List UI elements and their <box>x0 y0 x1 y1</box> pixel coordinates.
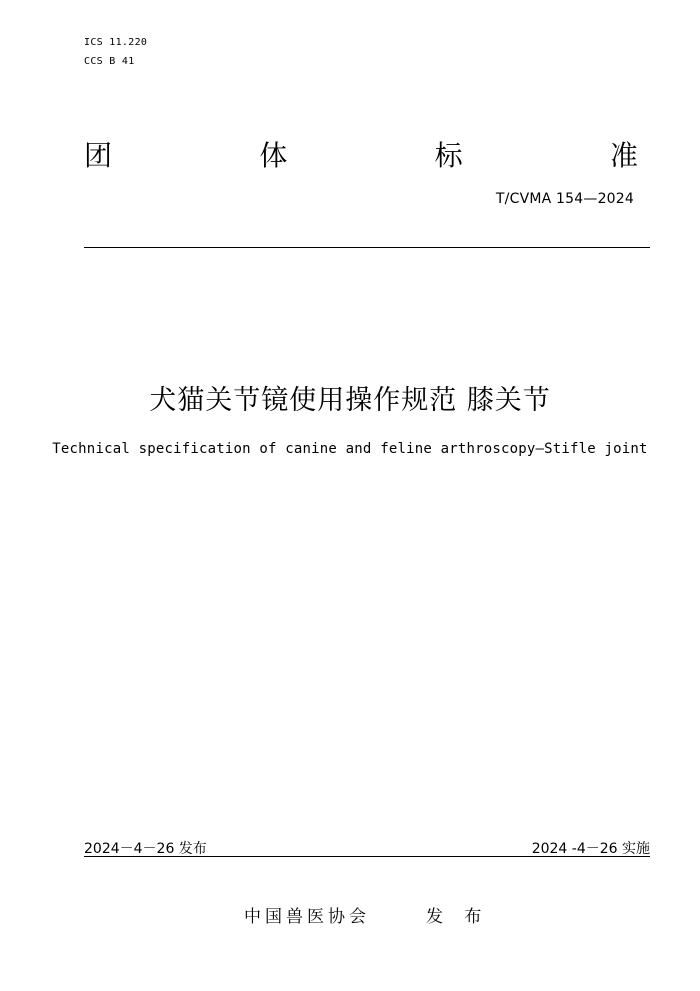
standard-type-heading <box>84 134 638 174</box>
issuer-name: 中国兽医协会 <box>244 907 370 927</box>
standard-type-char-2: 体 <box>259 139 288 172</box>
ccs-code: CCS B 41 <box>84 56 135 67</box>
top-divider <box>84 247 650 248</box>
issue-date: 2024－4－26 发布 <box>84 841 207 857</box>
standard-type-char-4: 准 <box>609 139 638 172</box>
standard-type-char-1: 团 <box>84 139 113 172</box>
ics-code: ICS 11.220 <box>84 37 148 48</box>
standard-type-char-3: 标 <box>434 139 463 172</box>
english-title: Technical specification of canine and feline arthroscopy—Stifle joint <box>52 441 648 457</box>
chinese-title: 犬猫关节镜使用操作规范 膝关节 <box>149 385 551 416</box>
issuer-verb: 发 布 <box>426 907 490 927</box>
standard-code: T/CVMA 154—2024 <box>495 191 634 207</box>
bottom-divider <box>84 856 650 857</box>
implementation-date: 2024 -4－26 实施 <box>531 841 650 857</box>
